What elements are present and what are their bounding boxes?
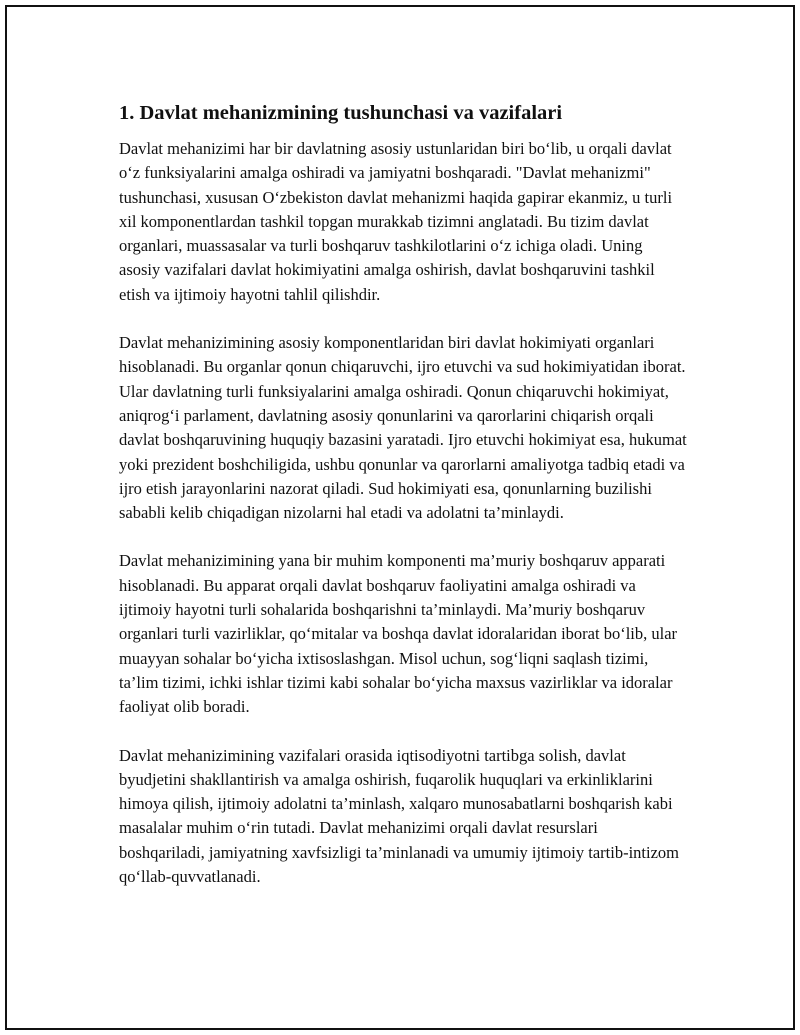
paragraph-1: Davlat mehanizimi har bir davlatning asosiy ustunlaridan biri bo‘lib, u orqali davlat o‘z funksiyalarini amalga oshiradi va jamiyatni boshqaradi. "Davlat mehanizmi" tushunchasi, xususan O‘zbekiston davlat mehanizmi haqida gapirar ekanmiz, u turli xil komponentlardan tashkil topgan murakkab tizimni anglatadi. Bu tizim davlat organlari, muassasalar va turli boshqaruv tashkilotlarini o‘z ichiga oladi. Uning asosiy vazifalari davlat hokimiyatini amalga oshirish, davlat boshqaruvini tashkil etish va ijtimoiy hayotni tahlil qilishdir. [119, 139, 673, 304]
document-body [119, 99, 687, 913]
paragraph-3: Davlat mehanizimining yana bir muhim komponenti ma’muriy boshqaruv apparati hisoblanadi. Bu apparat orqali davlat boshqaruv faoliyatini amalga oshiradi va ijtimoiy hayotni turli sohalarida boshqarishni ta’minlaydi. Ma’muriy boshqaruv organlari turli vazirliklar, qo‘mitalar va boshqa davlat idoralaridan iborat bo‘lib, ular muayyan sohalar bo‘yicha ixtisoslashgan. Misol uchun, sog‘liqni saqlash tizimi, ta’lim tizimi, ichki ishlar tizimi kabi sohalar bo‘yicha maxsus vazirliklar va idoralar faoliyat olib boradi. [119, 551, 678, 717]
paragraph-2: Davlat mehanizimining asosiy komponentlaridan biri davlat hokimiyati organlari hisoblanadi. Bu organlar qonun chiqaruvchi, ijro etuvchi va sud hokimiyatidan iborat. Ular davlatning turli funksiyalarini amalga oshiradi. Qonun chiqaruvchi hokimiyat, aniqrog‘i parlament, davlatning asosiy qonunlarini va qarorlarini chiqarish orqali davlat boshqaruvining huquqiy bazasini yaratadi. Ijro etuvchi hokimiyat esa, hukumat yoki prezident boshchiligida, ushbu qonunlar va qarorlarni amaliyotga tadbiq etadi va ijro etish jarayonlarini nazorat qiladi. Sud hokimiyati esa, qonunlarning buzilishi sababli kelib chiqadigan nizolarni hal etadi va adolatni ta’minlaydi. [119, 333, 687, 523]
page-frame [5, 5, 795, 1030]
section-heading: 1. Davlat mehanizmining tushunchasi va vazifalari [119, 102, 563, 124]
paragraph-4: Davlat mehanizimining vazifalari orasida iqtisodiyotni tartibga solish, davlat byudjetini shakllantirish va amalga oshirish, fuqarolik huquqlari va erkinliklarini himoya qilish, ijtimoiy adolatni ta’minlash, xalqaro munosabatlarni boshqarish kabi masalalar muhim o‘rin tutadi. Davlat mehanizimi orqali davlat resurslari boshqariladi, jamiyatning xavfsizligi ta’minlanadi va umumiy ijtimoiy tartib-intizom qo‘llab-quvvatlanadi. [119, 745, 679, 887]
